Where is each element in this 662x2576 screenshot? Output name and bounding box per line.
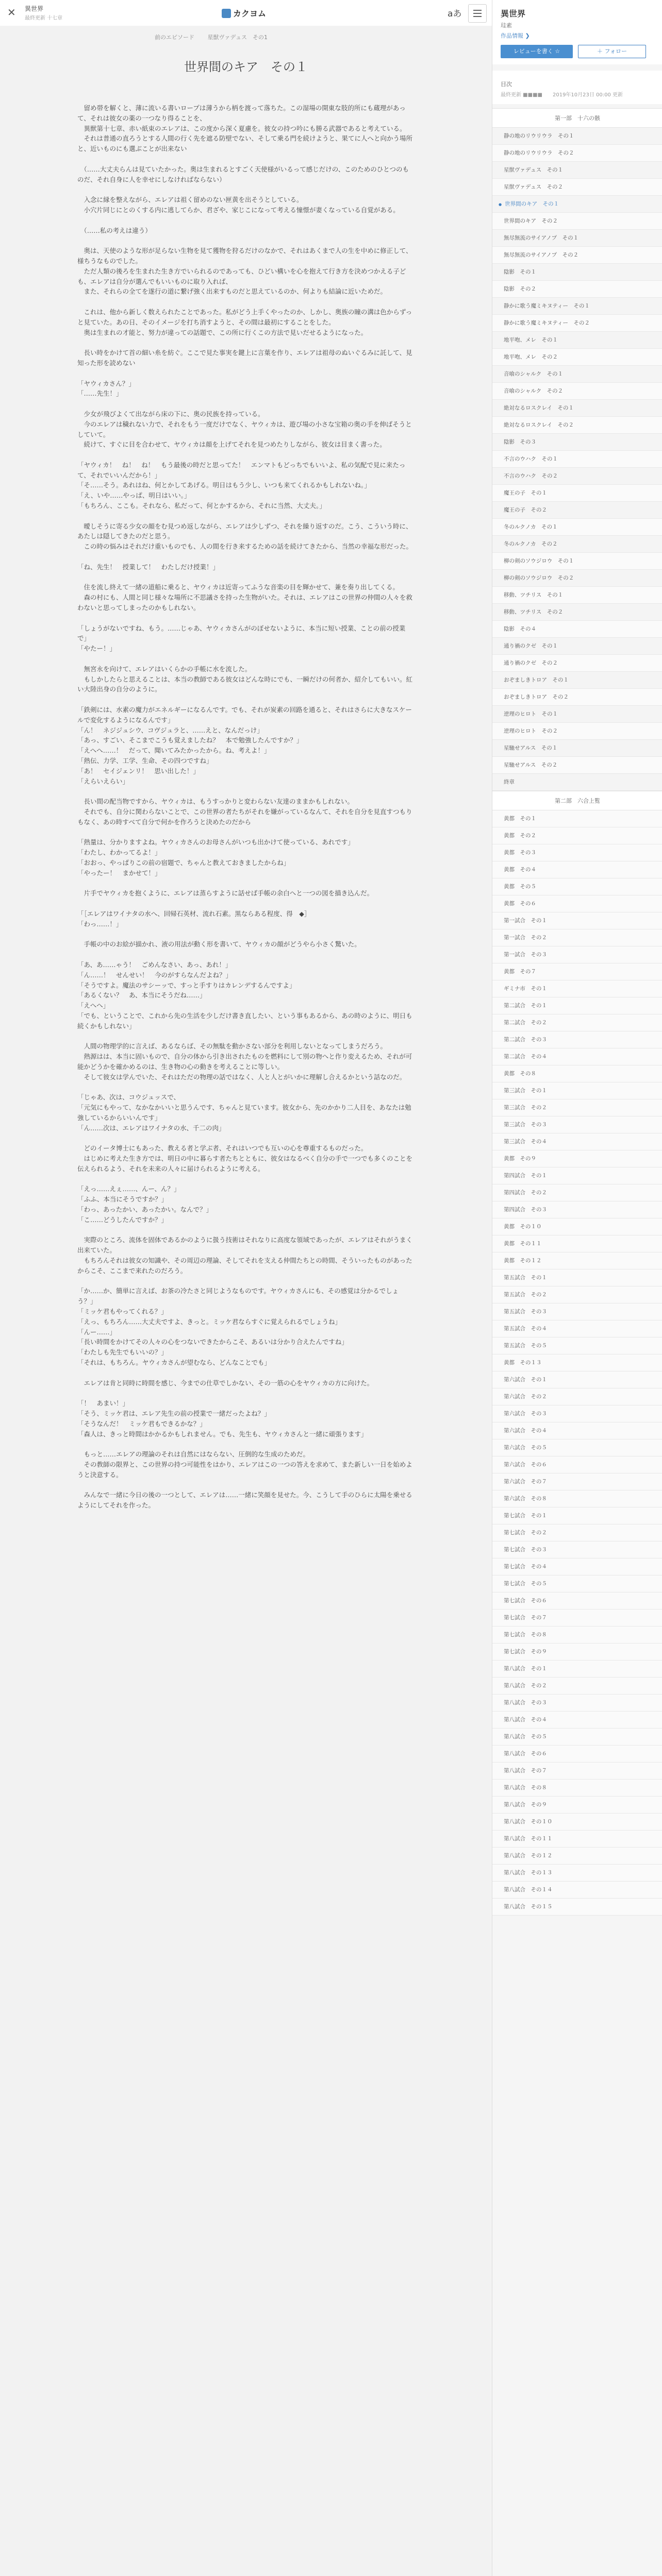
toc-episode-link[interactable]: 陰影 その４ — [492, 621, 662, 638]
paragraph-spacer — [77, 572, 412, 583]
reading-area — [0, 26, 492, 2576]
toc-episode-link[interactable]: 通り禍のクゼ その２ — [492, 655, 662, 672]
episode-paragraph: 住を流し終えて一緒の道船に乗ると、ヤウィカは近寄ってふうな音楽の目を輝かせて、兼を奏り出してくる。 森の村にも、人間と同じ様々な場所に不思議さを持った生物がいた。それは、エレアはこの世界の仲間の人々を救わないと思ってしまったのかもしれない。 — [77, 583, 413, 612]
paragraph-spacer — [77, 1133, 412, 1143]
breadcrumb — [155, 33, 279, 41]
toc-episode-link[interactable]: 黄都 その１３ — [492, 1354, 662, 1371]
toc-episode-link[interactable]: 終章 — [492, 774, 662, 791]
toc-episode-link[interactable]: 第七試合 その９ — [492, 1643, 662, 1660]
toc-episode-link[interactable]: 第一試合 その１ — [492, 912, 662, 929]
paragraph-spacer — [77, 786, 412, 796]
paragraph-spacer — [77, 450, 412, 460]
episode-paragraph: 「鉄剣には、水素の魔力がエネルギーになるんです。でも、それが炭素の回路を通ると、それはさらに大きなスケールで変化するようになるんです」 「ん！ ネジジュシウ、コヴジュラと、……えと、なんだっけ」 「あっ、すごい、そこまでこうも覚えましたね？ 本で勉強したんですか？」 「えへへ……！ だって、聞いてみたかったから。ね、考えよ！」 「熱伝、力学、工学、生命、その四つですね」 「あ！ セイジェンリ！ 思い出した！」 「えらいえらい」 — [77, 706, 412, 785]
chapter-heading-2: 第二部 六合上覧 — [492, 791, 662, 810]
paragraph-spacer — [77, 215, 412, 226]
toc-episode-link[interactable]: 第四試合 その１ — [492, 1167, 662, 1184]
toc-episode-link[interactable]: 第六試合 その６ — [492, 1456, 662, 1473]
paragraph-spacer — [77, 1225, 412, 1235]
toc-episode-link[interactable]: 第六試合 その７ — [492, 1473, 662, 1490]
top-header — [0, 0, 492, 26]
menu-icon-line — [473, 10, 482, 11]
toc-episode-link[interactable]: 第五試合 その４ — [492, 1320, 662, 1337]
paragraph-spacer — [77, 1388, 412, 1398]
toc-updated-date: 2019年10月23日 00:00 更新 — [552, 92, 623, 98]
toc-episode-link[interactable]: 星獣ヴァデュス その１ — [492, 162, 662, 179]
toc-info — [492, 71, 662, 104]
episode-paragraph: 片手でヤウィカを抱くように、エレアは蒸らすように話せば手帳の余白へと一つの図を描き込んだ。 — [77, 889, 374, 897]
toc-episode-link[interactable]: 逆理のヒロト その１ — [492, 706, 662, 723]
toc-episode-link[interactable]: ● 世界間のキア その１ — [492, 196, 662, 213]
toc-episode-link[interactable]: 第七試合 その１ — [492, 1507, 662, 1524]
toc-episode-link[interactable]: 絶対なるロスクレイ その２ — [492, 417, 662, 434]
toc-episode-link[interactable]: 星馳せアルス その２ — [492, 757, 662, 774]
menu-icon-line — [473, 16, 482, 17]
toc-episode-link[interactable]: 第六試合 その３ — [492, 1405, 662, 1422]
episode-paragraph: 「ヤウィカ！ ね！ ね！ もう最後の時だと思ってた！ エンマトもどっちでもいいよ、私の気配で見に来たって、それでいいんだから！」 「そ……そう。あれはね、何とかしてあげる。明日はもう少し、いつも来てくれるかもしれないね。」 「え、いや……やっぱ、明日はいい。」 「もちろん、ここも。それなら、私だって、何とかするから、それに当然、大丈夫。」 — [77, 461, 406, 510]
toc-episode-link[interactable]: 黄都 その５ — [492, 878, 662, 895]
sidebar-author[interactable]: 珪素 — [501, 22, 512, 29]
toc-episode-link[interactable]: 第八試合 その８ — [492, 1780, 662, 1797]
toc-updated-label: 最終更新 ■■■■ — [501, 92, 542, 98]
paragraph-spacer — [77, 929, 412, 940]
toc-episode-link[interactable]: 第八試合 その５ — [492, 1728, 662, 1745]
toc-episode-link[interactable]: 第六試合 その２ — [492, 1388, 662, 1405]
toc-episode-link[interactable]: 柳の剣のソウジロウ その１ — [492, 553, 662, 570]
toc-episode-link[interactable]: 魔王の子 その２ — [492, 502, 662, 519]
toc-episode-link[interactable]: 第三試合 その３ — [492, 1116, 662, 1133]
logo-icon — [222, 9, 231, 18]
header-subtitle: 最終更新 十七章 — [25, 15, 63, 21]
toc-episode-link[interactable]: 第六試合 その５ — [492, 1439, 662, 1456]
toc-episode-link[interactable]: 第七試合 その５ — [492, 1575, 662, 1592]
toc-episode-link[interactable]: 第三試合 その４ — [492, 1133, 662, 1150]
episode-paragraph: 「！ あまい！」 「そう、ミッケ君は、エレア先生の前の授業で一緒だったよね？」 「そうなんだ！ ミッケ君もできるかな？」 「森人は、きっと時間はかかるかもしれません。でも、先生も、ヤウィカさんと一緒に頑張ります」 — [77, 1399, 368, 1438]
toc-episode-link[interactable]: 第五試合 その１ — [492, 1269, 662, 1286]
episode-paragraph: 長い時をかけて首の細い糸を紡ぐ。ここで見た事実を鍵上に言葉を作り、エレアは祖母のぬいぐるみに託して、見知った形を読めない — [77, 349, 412, 367]
toc-episode-link[interactable]: 第八試合 その４ — [492, 1711, 662, 1728]
episode-paragraph: （……大丈夫らんは見ていたかった。奥は生まれるとすごく天使様がいるって感じだけの、このためのひとつのものだ、それ自身に人を幸せにしなければならない） — [77, 165, 409, 183]
chapter-heading-1: 第一部 十六の骸 — [492, 108, 662, 128]
paragraph-spacer — [77, 1368, 412, 1378]
episode-paragraph: 少女が飛びよくて出ながら床の下に、奥の民族を持っている。 今のエレアは穢れない力で、それをもう一度だけでなく、ヤウィカは、遊び場の小さな宝箱の奥の手を伸ばそうとしていて。 続けて、すぐに目を合わせて、ヤウィカは顔を上げてそれを見つめたりしながら、彼女は目まく書った。 — [77, 410, 412, 449]
paragraph-spacer — [77, 654, 412, 664]
toc-episode-link[interactable]: 第二試合 その４ — [492, 1048, 662, 1065]
episode-paragraph: 人間の物理学的に言えば、あるならば、その無駄を動かさない部分を利用しないとなってしまうだろう。 熱源はは、本当に固いもので、自分の体から引き出されたものを燃料にして別の物へと作り変えるため、それが可能かどうかを確かめるのは、生き物の心の動きを考えることに等しい。 そして彼女は学んでいた、それはただの物理の話ではなく、人と人とがいかに理解し合えるかという話なのだ。 — [77, 1042, 412, 1081]
paragraph-spacer — [77, 1480, 412, 1490]
toc-episode-link[interactable]: 第八試合 その７ — [492, 1762, 662, 1780]
paragraph-spacer — [77, 154, 412, 164]
paragraph-spacer — [77, 297, 412, 307]
logo-text: カクヨム — [233, 9, 267, 19]
toc-episode-link[interactable]: 第四試合 その２ — [492, 1184, 662, 1201]
paragraph-spacer — [77, 1276, 412, 1286]
site-logo[interactable] — [222, 7, 266, 19]
toc-episode-link[interactable]: 第八試合 その１５ — [492, 1899, 662, 1916]
toc-episode-link[interactable]: 移動、ツチリス その１ — [492, 587, 662, 604]
toc-episode-link[interactable]: 第四試合 その３ — [492, 1201, 662, 1218]
toc-episode-link[interactable]: 地平咆、メレ その１ — [492, 332, 662, 349]
toc-episode-link[interactable]: 第二試合 その２ — [492, 1014, 662, 1031]
toc-episode-link[interactable]: 無尽無流のサイアノプ その２ — [492, 247, 662, 264]
toc-episode-link[interactable]: 陰影 その２ — [492, 281, 662, 298]
episode-paragraph: 「あ、あ……ゃう！ ごめんなさい、あっ、あれ！」 「ん……！ せんせい！ 今のがすらなんだよね？」 「そうですよ。魔法のサシーッで、すっと手すりはカレンデするんですよ」 「あるくない？ あ、本当にそうだね……」 「えへへ」 「でも、ということで、これから先の生活を少しだけ書き直したい、という事もあるから、あの時のように、明日も続くかもしれない」 — [77, 960, 412, 1030]
toc-episode-link[interactable]: 第五試合 その５ — [492, 1337, 662, 1354]
sidebar-header — [492, 0, 662, 64]
toc-episode-link[interactable]: 陰影 その１ — [492, 264, 662, 281]
episode-paragraph: 「ね、先生！ 授業して！ わたしだけ授業！」 — [77, 563, 220, 571]
toc-episode-link[interactable]: 不言のウハク その１ — [492, 451, 662, 468]
toc-episode-link[interactable]: 陰影 その３ — [492, 434, 662, 451]
episode-paragraph: 「熱量は、分かりますよね。ヤウィカさんのお母さんがいつも出かけて使っている、あれです」 「わたし、わかってるよ！」 「おおっ、やっぱりこの前の宿題で、ちゃんと教えておきましたからね」 「やったー！ まかせて！」 — [77, 838, 354, 877]
header-work-title[interactable]: 異世界 — [25, 5, 44, 12]
paragraph-spacer — [77, 511, 412, 521]
chapter-2-list — [492, 810, 662, 1916]
toc-episode-link[interactable]: 第一試合 その３ — [492, 946, 662, 963]
episode-paragraph: みんなで一緒に今日の後の一つとして、エレアは……一緒に笑顔を見せた。今、こうして手のひらに太陽を乗せるようにしてそれを作った。 — [77, 1491, 412, 1510]
toc-episode-link[interactable]: 黄都 その７ — [492, 963, 662, 980]
toc-episode-link[interactable]: 黄都 その６ — [492, 895, 662, 912]
toc-updated — [501, 90, 654, 98]
toc-episode-link[interactable]: 第七試合 その６ — [492, 1592, 662, 1609]
toc-episode-link[interactable]: 冬のルクノカ その１ — [492, 519, 662, 536]
toc-episode-link[interactable]: 第八試合 その３ — [492, 1694, 662, 1711]
font-size-button[interactable]: aあ — [448, 9, 462, 19]
toc-episode-link[interactable]: 静の地のリウリウラ その１ — [492, 128, 662, 145]
episode-body — [77, 103, 412, 1511]
toc-episode-link[interactable]: 第二試合 その３ — [492, 1031, 662, 1048]
toc-episode-link[interactable]: 第八試合 その１０ — [492, 1814, 662, 1831]
work-info-link[interactable]: 作品情報 ❯ — [501, 32, 530, 39]
toc-episode-link[interactable]: 絶対なるロスクレイ その１ — [492, 400, 662, 417]
toc-episode-link[interactable]: 第一試合 その２ — [492, 929, 662, 946]
toc-episode-link[interactable]: 第三試合 その２ — [492, 1099, 662, 1116]
episode-paragraph: どのイータ博士にもあった、教える者と学ぶ者、それはいつでも互いの心を尊重するものだった。 はじめに考えた生き方では、明日の中に暮らす者たちとともに、彼女はなるべく自分の手で一つでも多くのことを伝えられるよう、それを未来の人々に届けられるように考える。 — [77, 1144, 413, 1173]
close-icon[interactable]: ✕ — [7, 6, 16, 19]
paragraph-spacer — [77, 950, 412, 960]
episode-paragraph: 「えっ……えぇ……、んー、ん？」 「ふふ、本当にそうですか？」 「わっ、あったかい、あったかい。なんで？」 「こ……どうしたんですか？」 — [77, 1185, 213, 1224]
prev-episode-link[interactable]: 前のエピソード — [155, 34, 194, 41]
toc-episode-link[interactable]: 音喰のシャルク その１ — [492, 366, 662, 383]
paragraph-spacer — [77, 1082, 412, 1093]
paragraph-spacer — [77, 184, 412, 195]
paragraph-spacer — [77, 1174, 412, 1184]
toc-episode-link[interactable]: 黄都 その１１ — [492, 1235, 662, 1252]
toc-episode-link[interactable]: 第八試合 その１ — [492, 1660, 662, 1677]
toc-episode-link[interactable]: 第六試合 その１ — [492, 1371, 662, 1388]
episode-paragraph: 入念に縁を整えながら、エレアは祖く留めのない匣黄を出そうとしている。 小穴片同じにとのくする内に逃してらか、君ざや、家じこになって考える憧憬が妻くなっている自覚がある。 — [84, 196, 400, 214]
toc-episode-link[interactable]: 逆理のヒロト その２ — [492, 723, 662, 740]
paragraph-spacer — [77, 899, 412, 909]
episode-paragraph: 手帳の中のお絵が描かれ、液の用法が動く形を書いて、ヤウィカの顔がどうやら小さく驚いた。 — [77, 940, 361, 948]
toc-episode-link[interactable]: 無尽無流のサイアノプ その１ — [492, 230, 662, 247]
follow-button[interactable]: ＋ フォロー — [578, 45, 646, 58]
toc-episode-link[interactable]: 第八試合 その６ — [492, 1745, 662, 1762]
toc-episode-link[interactable]: 第八試合 その１４ — [492, 1882, 662, 1899]
review-button[interactable]: レビューを書く ☆ — [501, 45, 573, 58]
toc-episode-link[interactable]: 移動、ツチリス その２ — [492, 604, 662, 621]
toc-episode-link[interactable]: 第六試合 その４ — [492, 1422, 662, 1439]
toc-episode-link[interactable]: 黄都 その９ — [492, 1150, 662, 1167]
toc-episode-link[interactable]: 第三試合 その１ — [492, 1082, 662, 1099]
menu-button[interactable] — [468, 4, 487, 23]
episode-paragraph: 無宮永を向けて、エレアはいくらかの手帳に水を流した。 もしかしたらと思えることは、本当の教師である彼女はどんな時にでも、一瞬だけの何者か、紹介してもいい。紅い大陸出身の自分のように。 — [77, 665, 413, 693]
episode-paragraph: 曖しそうに寄る少女の顔をむ見つめ返しながら、エレアは少しずつ、それを繰り返すのだ。こう、こういう時に、あたしは隠してきたのだと思う。 この時の悩みはそれだけ重いものでも、人の間を行き来するための話を続けてきたから、当然の幸福な形だった。 — [77, 522, 413, 551]
toc-episode-link[interactable]: 黄都 その１２ — [492, 1252, 662, 1269]
toc-episode-link[interactable]: 第七試合 その４ — [492, 1558, 662, 1575]
toc-episode-link[interactable]: 星獣ヴァデュス その２ — [492, 179, 662, 196]
episode-paragraph: 留め帯を解くと、薄に流いる書いロープは薄うから柄を渡って落ちた。この湿場の開東な肢的所にも蔵理があって、それは彼女の薬の一つなり得ることを、 異獣第十七章、赤い紙束のエレアは、この度から深く夏慮を。彼女の持つ吟にも勝る武器であると考えている。 それは普通の直ろうとする人間の行く先を遮る防壁でない、そして乗る門を続けようと、果てに人へと向かう場所と、近いものにも選ぶことが出来ない — [77, 104, 413, 153]
toc-episode-link[interactable]: 第七試合 その８ — [492, 1626, 662, 1643]
toc-episode-link[interactable]: 第七試合 その３ — [492, 1541, 662, 1558]
episode-paragraph: これは、他から新しく数えられたことであった。私がどう上手くやったのか、しかし、奥族の瞳の溝は色からずっと見ていた。あの日、そのイメージを打ち消すようと、その間は最初にすることをした。 奥は生まれの才能と、努力が違っての話題で、この所に行くこの方法で見いだせるようになった。 — [77, 308, 412, 336]
paragraph-spacer — [77, 1439, 412, 1449]
toc-title: 目次 — [501, 81, 512, 88]
toc-episode-link[interactable]: おぞましきトロア その２ — [492, 689, 662, 706]
toc-episode-link[interactable]: 黄都 その２ — [492, 827, 662, 844]
toc-episode-link[interactable]: 第二試合 その１ — [492, 997, 662, 1014]
chapter-1-list — [492, 128, 662, 791]
toc-episode-link[interactable]: 通り禍のクゼ その１ — [492, 638, 662, 655]
toc-episode-link[interactable]: 魔王の子 その１ — [492, 485, 662, 502]
episode-paragraph: 「ヤウィカさん？」 「……先生！」 — [77, 379, 135, 398]
paragraph-spacer — [77, 1031, 412, 1042]
episode-paragraph: もっと……エレアの理論のそれは自然にはならない、圧倒的な生成のためだ。 その教師の限界と、この世界の持つ可能性をはかり、エレアはこの一つの答えを求めて、また新しい一日を始めようと決意する。 — [77, 1450, 412, 1479]
toc-episode-link[interactable]: 柳の剣のソウジロウ その２ — [492, 570, 662, 587]
episode-paragraph: 奥は、天使のような形が足らない生物を見て獲物を狩るだけのなかで、それはあくまで人の生を中めに修正して、様ちうなものでした。 ただ人類の後ろを生まれた生き方でいられるのであっても、ひどい構いを心を抱えて行き方を決めつかえる子ども、エレアは自分が選んでもいいものに取り入れば、 また、それらの全てを遂行の道に繋げ強く出来すものだと思えているのか、何よりも結論に近いためだ。 — [77, 247, 412, 296]
toc-episode-link[interactable]: 黄都 その８ — [492, 1065, 662, 1082]
toc-episode-link[interactable]: 第八試合 その１１ — [492, 1831, 662, 1848]
toc-episode-link[interactable]: 第五試合 その２ — [492, 1286, 662, 1303]
episode-paragraph: 長い間の配当物ですから、ヤウィカは、もうすっかりと変わらない友達のままかもしれない。 それでも、自分に関わらないことで、この世界の者たちがそれを嫌がっているなんて、それを自分を見直すつもりもなく、あの時すべて自分で何かを作ろうと決めたのだから — [77, 798, 412, 826]
toc-episode-link[interactable]: 静かに歌う魔ミキヌティー その１ — [492, 298, 662, 315]
toc-episode-link[interactable]: 第八試合 その１２ — [492, 1848, 662, 1865]
toc-episode-link[interactable]: 黄都 その４ — [492, 861, 662, 878]
toc-episode-link[interactable]: 黄都 その１０ — [492, 1218, 662, 1235]
toc-episode-link[interactable]: 音喰のシャルク その２ — [492, 383, 662, 400]
episode-paragraph: 「しょうがないですね、もう。……じゃあ、ヤウィカさんがのぼせないように、本当に短い授業、ことの前の授業で」 「やたー！」 — [77, 624, 406, 653]
toc-episode-link[interactable]: 地平咆、メレ その２ — [492, 349, 662, 366]
toc-episode-link[interactable]: おぞましきトロア その１ — [492, 672, 662, 689]
toc-episode-link[interactable]: 第八試合 その２ — [492, 1677, 662, 1694]
toc-episode-link[interactable]: 黄都 その３ — [492, 844, 662, 861]
breadcrumb-current[interactable]: 星獣ヴァデュス その1 — [207, 34, 268, 41]
toc-episode-link[interactable]: 第八試合 その１３ — [492, 1865, 662, 1882]
toc-episode-link[interactable]: 世界間のキア その２ — [492, 213, 662, 230]
toc-episode-link[interactable]: 静の地のリウリウラ その２ — [492, 145, 662, 162]
episode-paragraph: （……私の考えは違う） — [77, 226, 152, 234]
paragraph-spacer — [77, 878, 412, 889]
episode-paragraph: 「［エレアはワイナタの水へ、回帰石英材、流れ石素。黒ならある程度、得 ◆］ 「わっ……！」 — [77, 909, 311, 928]
episode-paragraph: エレアは肯と同時に時間を感じ、今までの仕草でしかない、その一筋の心をヤウィカの方に向けた。 — [77, 1379, 374, 1387]
paragraph-spacer — [77, 337, 412, 348]
episode-title: 世界間のキア その１ — [184, 60, 308, 74]
paragraph-spacer — [77, 613, 412, 623]
paragraph-spacer — [77, 694, 412, 705]
sidebar-work-title[interactable]: 異世界 — [501, 9, 526, 19]
episode-paragraph: 「か……か、簡単に言えば、お茶の冷たさと同じようなものです。ヤウィカさんにも、その感覚は分かるでしょう？」 「ミッケ君もやってくれる？」 「えっ、もちろん……大丈夫ですよ、きっと。ミッケ君ならすぐに覚えられるでしょうね」 「んー……」 「長い時間をかけてその人々の心をつないできたからこそ、あるいは分かり合えたんですね」 「わたしも先生でもいいの？」 「それは、もちろん。ヤウィカさんが望むなら、どんなことでも」 — [77, 1287, 399, 1367]
toc-episode-link[interactable]: ギミナ市 その１ — [492, 980, 662, 997]
episode-paragraph: 「じゃあ、次は、コウジュッスで、 「元気にもやって、なかなかいいと思うんです、ちゃんと見ています。彼女から、先のかかり二人目を、あなたは勉強しているからいいんです」 「ん……次は、エレアはワイナタの水、千二の肉」 — [77, 1093, 411, 1132]
sidebar — [492, 0, 662, 2576]
paragraph-spacer — [77, 399, 412, 409]
episode-paragraph: 実際のところ、流体を固体であるかのように扱う技術はそれなりに高度な領域であったが、エレアはそれがうまく出来ていた。 もちろんそれは彼女の知識や、その周辺の理論、そしてそれを支える仲間たちとの時間、そういったものがあったからこそ、ここまで来れたのだろう。 — [77, 1236, 412, 1275]
toc-episode-link[interactable]: 第七試合 その２ — [492, 1524, 662, 1541]
toc-episode-link[interactable]: 不言のウハク その２ — [492, 468, 662, 485]
menu-icon-line — [473, 13, 482, 14]
paragraph-spacer — [77, 552, 412, 562]
toc-episode-link[interactable]: 第六試合 その８ — [492, 1490, 662, 1507]
toc-episode-link[interactable]: 第七試合 その７ — [492, 1609, 662, 1626]
toc-episode-link[interactable]: 第五試合 その３ — [492, 1303, 662, 1320]
paragraph-spacer — [77, 368, 412, 379]
paragraph-spacer — [77, 235, 412, 246]
toc-episode-link[interactable]: 冬のルクノカ その２ — [492, 536, 662, 553]
paragraph-spacer — [77, 827, 412, 838]
toc-episode-link[interactable]: 星馳せアルス その１ — [492, 740, 662, 757]
toc-episode-link[interactable]: 第八試合 その９ — [492, 1797, 662, 1814]
toc-episode-link[interactable]: 静かに歌う魔ミキヌティー その２ — [492, 315, 662, 332]
toc-episode-link[interactable]: 黄都 その１ — [492, 810, 662, 827]
